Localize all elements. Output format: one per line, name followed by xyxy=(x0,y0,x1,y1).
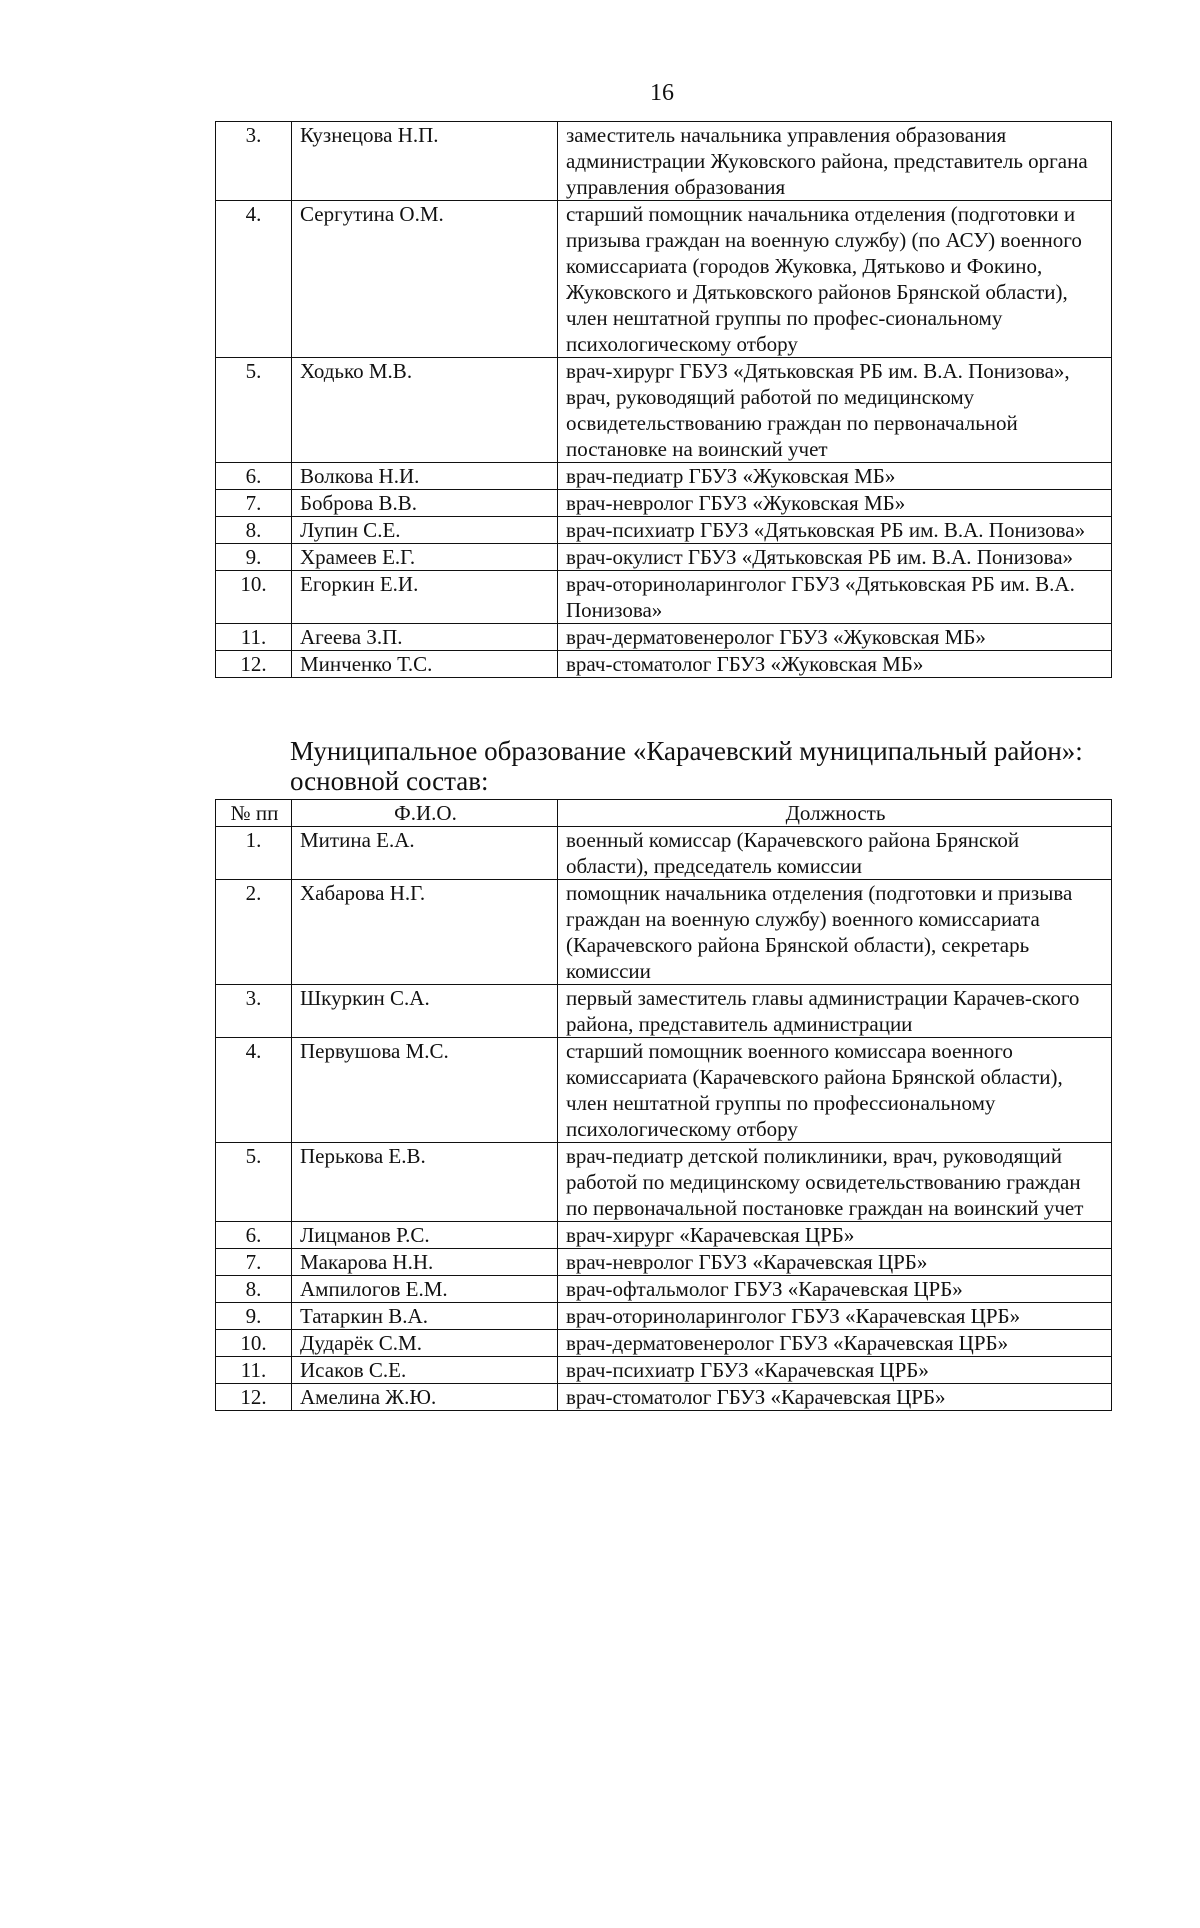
table-row xyxy=(216,827,1112,880)
member-position: врач-педиатр детской поликлиники, врач, руководящий работой по медицинскому освидетельствованию граждан по первоначальной постановке граждан на воинский учет xyxy=(558,1143,1112,1222)
row-number: 6. xyxy=(216,463,292,490)
section-heading xyxy=(290,736,1110,796)
row-number: 6. xyxy=(216,1222,292,1249)
member-name: Егоркин Е.И. xyxy=(292,571,558,624)
row-number: 7. xyxy=(216,1249,292,1276)
table-row xyxy=(216,358,1112,463)
row-number: 7. xyxy=(216,490,292,517)
commission-table-karachevsky xyxy=(215,799,1112,1411)
member-name: Ходько М.В. xyxy=(292,358,558,463)
row-number: 5. xyxy=(216,358,292,463)
row-number: 12. xyxy=(216,651,292,678)
member-name: Лицманов Р.С. xyxy=(292,1222,558,1249)
table-row xyxy=(216,651,1112,678)
row-number: 3. xyxy=(216,985,292,1038)
table-row xyxy=(216,571,1112,624)
row-number: 11. xyxy=(216,1357,292,1384)
row-number: 10. xyxy=(216,1330,292,1357)
member-name: Сергутина О.М. xyxy=(292,201,558,358)
member-position: врач-стоматолог ГБУЗ «Карачевская ЦРБ» xyxy=(558,1384,1112,1411)
row-number: 4. xyxy=(216,1038,292,1143)
member-position: врач-дерматовенеролог ГБУЗ «Карачевская ЦРБ» xyxy=(558,1330,1112,1357)
row-number: 4. xyxy=(216,201,292,358)
table-row xyxy=(216,1357,1112,1384)
row-number: 9. xyxy=(216,544,292,571)
table-row xyxy=(216,490,1112,517)
row-number: 5. xyxy=(216,1143,292,1222)
row-number: 8. xyxy=(216,1276,292,1303)
member-position: старший помощник начальника отделения (подготовки и призыва граждан на военную службу) (по АСУ) военного комиссариата (городов Жуковка, Дятьково и Фокино, Жуковского и Дятьковского районов Брянской области), член нештатной группы по профес-сиональному психологическому отбору xyxy=(558,201,1112,358)
member-name: Минченко Т.С. xyxy=(292,651,558,678)
table-row xyxy=(216,517,1112,544)
table-row xyxy=(216,1038,1112,1143)
member-position: врач-психиатр ГБУЗ «Дятьковская РБ им. В.А. Понизова» xyxy=(558,517,1112,544)
member-position: врач-хирург ГБУЗ «Дятьковская РБ им. В.А. Понизова», врач, руководящий работой по медицинскому освидетельствованию граждан по первоначальной постановке на воинский учет xyxy=(558,358,1112,463)
table-row xyxy=(216,1143,1112,1222)
row-number: 8. xyxy=(216,517,292,544)
table-row xyxy=(216,1330,1112,1357)
member-name: Кузнецова Н.П. xyxy=(292,122,558,201)
row-number: 1. xyxy=(216,827,292,880)
header-row xyxy=(216,800,1112,827)
member-name: Первушова М.С. xyxy=(292,1038,558,1143)
member-position: врач-дерматовенеролог ГБУЗ «Жуковская МБ» xyxy=(558,624,1112,651)
table-row xyxy=(216,1249,1112,1276)
row-number: 10. xyxy=(216,571,292,624)
page-number: 16 xyxy=(650,80,674,106)
member-position: заместитель начальника управления образования администрации Жуковского района, представитель органа управления образования xyxy=(558,122,1112,201)
table-body xyxy=(216,827,1112,1411)
member-position: военный комиссар (Карачевского района Брянской области), председатель комиссии xyxy=(558,827,1112,880)
member-name: Ампилогов Е.М. xyxy=(292,1276,558,1303)
member-position: врач-офтальмолог ГБУЗ «Карачевская ЦРБ» xyxy=(558,1276,1112,1303)
member-position: первый заместитель главы администрации Карачев-ского района, представитель администрации xyxy=(558,985,1112,1038)
table-row xyxy=(216,1222,1112,1249)
member-name: Перькова Е.В. xyxy=(292,1143,558,1222)
member-name: Волкова Н.И. xyxy=(292,463,558,490)
member-name: Боброва В.В. xyxy=(292,490,558,517)
header-position: Должность xyxy=(558,800,1112,827)
table-row xyxy=(216,1276,1112,1303)
header-name: Ф.И.О. xyxy=(292,800,558,827)
row-number: 3. xyxy=(216,122,292,201)
table-row xyxy=(216,985,1112,1038)
member-name: Хабарова Н.Г. xyxy=(292,880,558,985)
row-number: 11. xyxy=(216,624,292,651)
table-row xyxy=(216,463,1112,490)
member-name: Татаркин В.А. xyxy=(292,1303,558,1330)
table-body xyxy=(216,122,1112,678)
member-position: врач-стоматолог ГБУЗ «Жуковская МБ» xyxy=(558,651,1112,678)
member-position: врач-оториноларинголог ГБУЗ «Дятьковская РБ им. В.А. Понизова» xyxy=(558,571,1112,624)
member-position: врач-хирург «Карачевская ЦРБ» xyxy=(558,1222,1112,1249)
section-heading-line2: основной состав: xyxy=(290,766,489,796)
commission-table-zhukovsky xyxy=(215,121,1112,678)
row-number: 12. xyxy=(216,1384,292,1411)
member-position: помощник начальника отделения (подготовки и призыва граждан на военную службу) военного комиссариата (Карачевского района Брянской области), секретарь комиссии xyxy=(558,880,1112,985)
row-number: 9. xyxy=(216,1303,292,1330)
member-position: врач-педиатр ГБУЗ «Жуковская МБ» xyxy=(558,463,1112,490)
table-row xyxy=(216,1384,1112,1411)
section-heading-line1: Муниципальное образование «Карачевский муниципальный район»: xyxy=(290,736,1083,766)
table-row xyxy=(216,1303,1112,1330)
header-number: № пп xyxy=(216,800,292,827)
member-position: врач-психиатр ГБУЗ «Карачевская ЦРБ» xyxy=(558,1357,1112,1384)
table-row xyxy=(216,544,1112,571)
member-name: Митина Е.А. xyxy=(292,827,558,880)
member-name: Шкуркин С.А. xyxy=(292,985,558,1038)
member-position: старший помощник военного комиссара военного комиссариата (Карачевского района Брянской области), член нештатной группы по профессиональному психологическому отбору xyxy=(558,1038,1112,1143)
row-number: 2. xyxy=(216,880,292,985)
member-name: Агеева З.П. xyxy=(292,624,558,651)
member-name: Амелина Ж.Ю. xyxy=(292,1384,558,1411)
table-row xyxy=(216,122,1112,201)
member-position: врач-оториноларинголог ГБУЗ «Карачевская ЦРБ» xyxy=(558,1303,1112,1330)
table-row xyxy=(216,880,1112,985)
member-position: врач-невролог ГБУЗ «Карачевская ЦРБ» xyxy=(558,1249,1112,1276)
table-header xyxy=(216,800,1112,827)
member-name: Лупин С.Е. xyxy=(292,517,558,544)
member-name: Исаков С.Е. xyxy=(292,1357,558,1384)
member-name: Храмеев Е.Г. xyxy=(292,544,558,571)
member-name: Макарова Н.Н. xyxy=(292,1249,558,1276)
member-name: Дударёк С.М. xyxy=(292,1330,558,1357)
member-position: врач-невролог ГБУЗ «Жуковская МБ» xyxy=(558,490,1112,517)
member-position: врач-окулист ГБУЗ «Дятьковская РБ им. В.А. Понизова» xyxy=(558,544,1112,571)
table-row xyxy=(216,624,1112,651)
table-row xyxy=(216,201,1112,358)
